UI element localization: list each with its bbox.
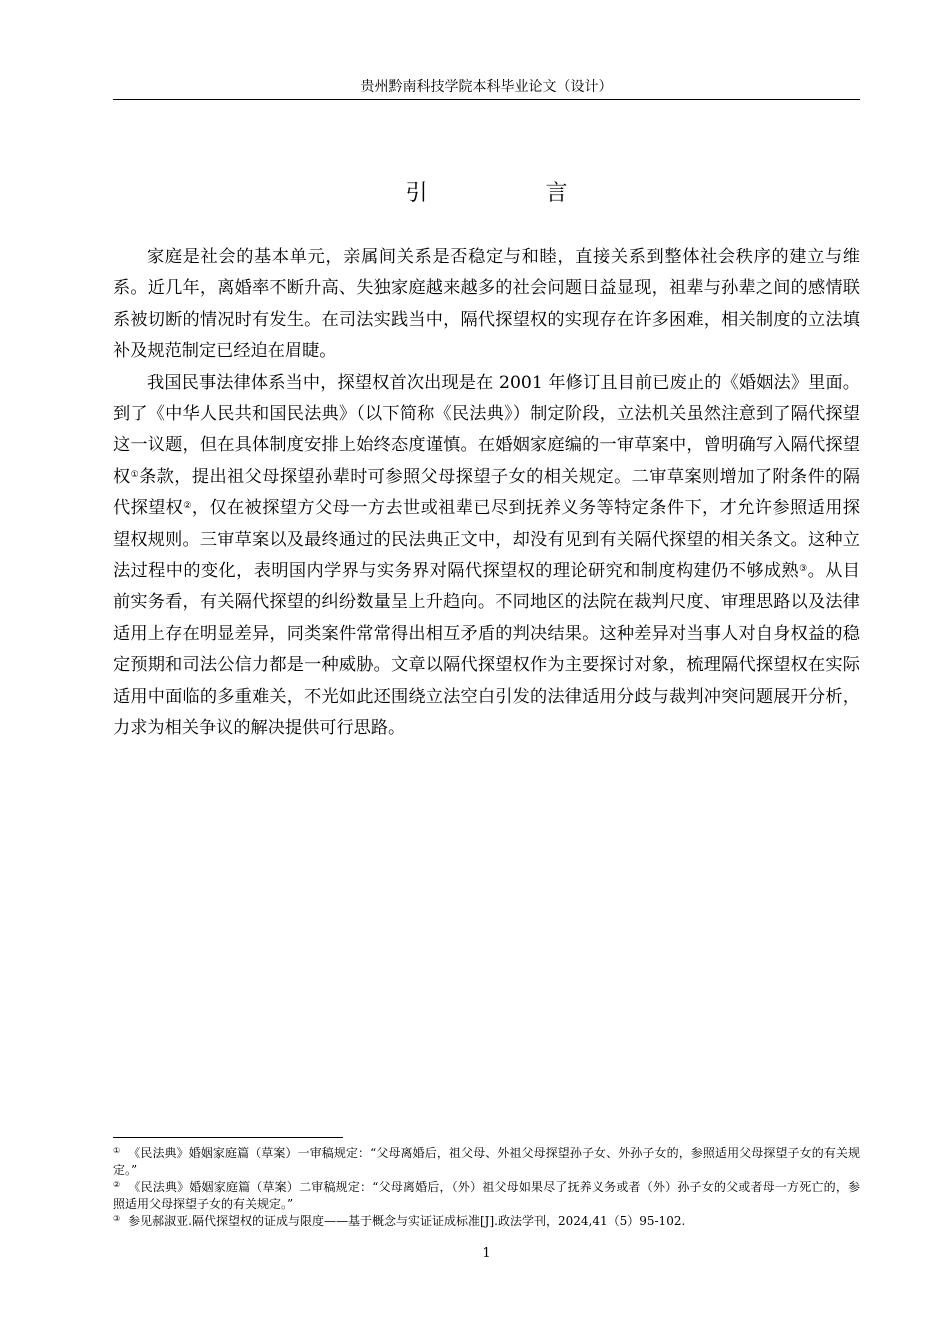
footnote-divider bbox=[113, 1137, 343, 1138]
page-header: 贵州黔南科技学院本科毕业论文（设计） bbox=[360, 79, 613, 95]
footnote-2-text: 《民法典》婚姻家庭篇（草案）二审稿规定：“父母离婚后，（外）祖父母如果尽了抚养义务或者（外）孙子女的父或者母一方死亡的，参照适用父母探望子女的有关规定。” bbox=[113, 1180, 861, 1211]
section-title: 引 言 bbox=[405, 181, 616, 206]
footnote-1-text: 《民法典》婚姻家庭篇（草案）一审稿规定：“父母离婚后，祖父母、外祖父母探望孙子女、外孙子女的，参照适用父母探望子女的有关规定。” bbox=[113, 1146, 861, 1177]
paragraph-2-part-c: ，仅在被探望方父母一方去世或祖辈已尽到抚养义务等特定条件下，才允许参照适用探望权规则。三审草案以及最终通过的民法典正文中，却没有见到有关隔代探望的相关条文。这种立法过程中的变化，表明国内学界与实务界对隔代探望权的理论研究和制度构建仍不够成熟 bbox=[113, 498, 860, 582]
footnote-3 bbox=[113, 1213, 860, 1230]
footnote-ref-1[interactable]: ① bbox=[130, 469, 140, 480]
footnote-mark-1: ① bbox=[113, 1146, 121, 1155]
footnote-3-text: 参见郝淑亚.隔代探望权的证成与限度——基于概念与实证证成标准[J].政法学刊，2024,41（5）95-102. bbox=[128, 1214, 686, 1228]
paragraph-2 bbox=[113, 368, 860, 745]
paragraph-2-part-d: 。从目前实务看，有关隔代探望的纠纷数量呈上升趋向。不同地区的法院在裁判尺度、审理思路以及法律适用上存在明显差异，同类案件常常得出相互矛盾的判决结果。这种差异对当事人对自身权益的稳定预期和司法公信力都是一种威胁。文章以隔代探望权作为主要探讨对象，梳理隔代探望权在实际适用中面临的多重难关，不光如此还围绕立法空白引发的法律适用分歧与裁判冲突问题展开分析，力求为相关争议的解决提供可行思路。 bbox=[113, 561, 860, 739]
footnote-ref-2[interactable]: ② bbox=[183, 501, 192, 512]
body-text bbox=[113, 242, 860, 745]
page-number: 1 bbox=[482, 1246, 491, 1261]
paragraph-2-part-a: 我国民事法律体系当中，探望权首次出现是在 2001 年修订且目前已废止的《婚姻法》里面。到了《中华人民共和国民法典》（以下简称《民法典》）制定阶段，立法机关虽然注意到了隔代探望这一议题，但在具体制度安排上始终态度谨慎。在婚姻家庭编的一审草案中，曾明确写入隔代探望权 bbox=[113, 372, 860, 487]
footnote-1 bbox=[113, 1145, 860, 1179]
footnote-mark-3: ③ bbox=[113, 1214, 121, 1223]
footnote-mark-2: ② bbox=[113, 1180, 121, 1189]
footnote-2 bbox=[113, 1179, 860, 1213]
paragraph-1: 家庭是社会的基本单元，亲属间关系是否稳定与和睦，直接关系到整体社会秩序的建立与维系。近几年，离婚率不断升高、失独家庭越来越多的社会问题日益显现，祖辈与孙辈之间的感情联系被切断的情况时有发生。在司法实践当中，隔代探望权的实现存在许多困难，相关制度的立法填补及规范制定已经迫在眉睫。 bbox=[113, 247, 860, 362]
header-divider bbox=[113, 99, 860, 100]
footnotes bbox=[113, 1145, 860, 1230]
footnote-ref-3[interactable]: ③ bbox=[799, 564, 808, 575]
paragraph-2-part-b: 条款，提出祖父母探望孙辈时可参照父母探望子女的相关规定。二审草案则增加了附条件的隔代探望权 bbox=[113, 466, 860, 519]
